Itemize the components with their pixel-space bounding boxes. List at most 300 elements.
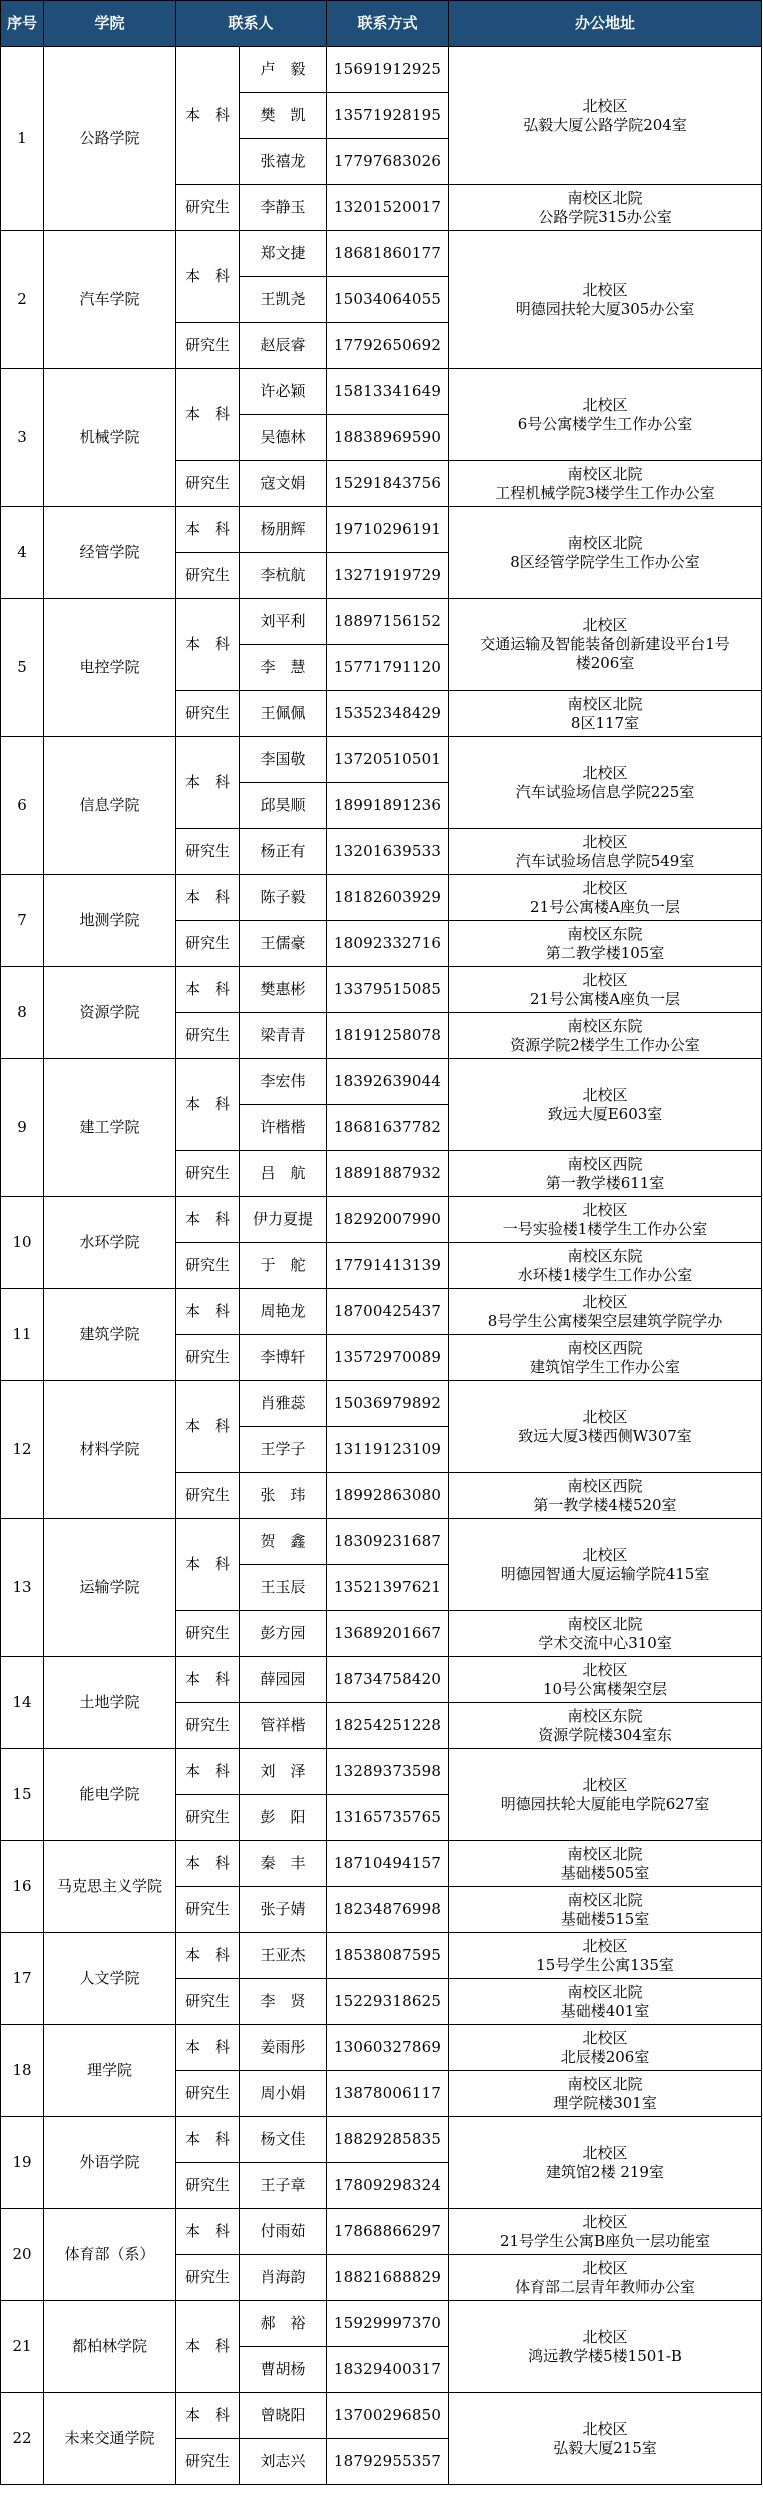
address-line: 南校区北院 <box>567 1614 643 1633</box>
row-number: 20 <box>1 2209 44 2301</box>
contact-phone: 18838969590 <box>327 415 449 461</box>
student-level: 研究生 <box>176 2163 240 2209</box>
office-address <box>449 507 762 599</box>
contact-phone: 15929997370 <box>327 2301 449 2347</box>
address-line: 21号公寓楼A座负一层 <box>530 897 680 916</box>
contact-name: 张 玮 <box>240 1473 327 1519</box>
contact-phone: 15291843756 <box>327 461 449 507</box>
office-address <box>449 2393 762 2485</box>
contact-phone: 13201639533 <box>327 829 449 875</box>
contact-name: 杨正有 <box>240 829 327 875</box>
contact-name: 杨朋辉 <box>240 507 327 553</box>
contact-phone: 18991891236 <box>327 783 449 829</box>
row-number: 4 <box>1 507 44 599</box>
college-name: 信息学院 <box>44 737 176 875</box>
student-level: 研究生 <box>176 553 240 599</box>
contact-name: 肖海韵 <box>240 2255 327 2301</box>
student-level: 本 科 <box>176 231 240 323</box>
contact-phone: 15034064055 <box>327 277 449 323</box>
header-no: 序号 <box>1 1 44 47</box>
office-address <box>449 2209 762 2255</box>
office-address <box>449 2117 762 2209</box>
college-name: 经管学院 <box>44 507 176 599</box>
contact-phone: 18897156152 <box>327 599 449 645</box>
address-line: 北校区 <box>582 878 628 897</box>
contact-phone: 18092332716 <box>327 921 449 967</box>
address-line: 体育部二层青年教师办公室 <box>515 2277 696 2296</box>
office-address <box>449 875 762 921</box>
contact-name: 曹胡杨 <box>240 2347 327 2393</box>
contact-name: 秦 丰 <box>240 1841 327 1887</box>
contact-phone: 13201520017 <box>327 185 449 231</box>
address-line: 北校区 <box>582 832 628 851</box>
address-line: 建筑馆学生工作办公室 <box>530 1357 681 1376</box>
row-number: 12 <box>1 1381 44 1519</box>
office-address <box>449 1519 762 1611</box>
table-row <box>1 1197 762 1243</box>
address-line: 15号学生公寓135室 <box>536 1955 674 1974</box>
college-name: 未来交通学院 <box>44 2393 176 2485</box>
address-line: 北校区 <box>582 1775 628 1794</box>
college-name: 建筑学院 <box>44 1289 176 1381</box>
contact-name: 王儒豪 <box>240 921 327 967</box>
office-address <box>449 1749 762 1841</box>
address-line: 南校区东院 <box>567 1246 643 1265</box>
student-level: 本 科 <box>176 1657 240 1703</box>
contact-phone: 18681860177 <box>327 231 449 277</box>
contact-phone: 18191258078 <box>327 1013 449 1059</box>
college-name: 能电学院 <box>44 1749 176 1841</box>
address-line: 基础楼401室 <box>560 2001 650 2020</box>
address-line: 南校区东院 <box>567 1016 643 1035</box>
address-line: 北校区 <box>582 1936 628 1955</box>
table-row <box>1 2301 762 2347</box>
address-line: 基础楼515室 <box>560 1909 650 1928</box>
row-number: 18 <box>1 2025 44 2117</box>
table-row <box>1 967 762 1013</box>
table-row <box>1 369 762 415</box>
address-line: 北校区 <box>582 1085 628 1104</box>
office-address <box>449 2301 762 2393</box>
student-level: 本 科 <box>176 2393 240 2439</box>
college-name: 都柏林学院 <box>44 2301 176 2393</box>
contact-name: 于 舵 <box>240 1243 327 1289</box>
contact-phone: 13571928195 <box>327 93 449 139</box>
student-level: 研究生 <box>176 1243 240 1289</box>
address-line: 8区117室 <box>570 713 640 732</box>
office-address <box>449 1979 762 2025</box>
contact-name: 张禧龙 <box>240 139 327 185</box>
address-line: 弘毅大厦公路学院204室 <box>523 115 687 134</box>
contact-phone: 15813341649 <box>327 369 449 415</box>
row-number: 8 <box>1 967 44 1059</box>
student-level: 本 科 <box>176 1381 240 1473</box>
office-address <box>449 737 762 829</box>
address-line: 北校区 <box>582 2143 628 2162</box>
contact-phone: 13521397621 <box>327 1565 449 1611</box>
address-line: 水环楼1楼学生工作办公室 <box>517 1265 693 1284</box>
address-line: 南校区北院 <box>567 533 643 552</box>
student-level: 研究生 <box>176 461 240 507</box>
address-line: 公路学院315办公室 <box>538 207 672 226</box>
office-address <box>449 1473 762 1519</box>
address-line: 北校区 <box>582 1292 628 1311</box>
table-row <box>1 2025 762 2071</box>
address-line: 南校区北院 <box>567 2074 643 2093</box>
address-line: 一号实验楼1楼学生工作办公室 <box>502 1219 708 1238</box>
contact-phone: 18734758420 <box>327 1657 449 1703</box>
contact-phone: 13379515085 <box>327 967 449 1013</box>
student-level: 研究生 <box>176 1473 240 1519</box>
address-line: 南校区东院 <box>567 1706 643 1725</box>
student-level: 本 科 <box>176 2301 240 2393</box>
row-number: 21 <box>1 2301 44 2393</box>
student-level: 本 科 <box>176 875 240 921</box>
address-line: 北辰楼206室 <box>560 2047 650 2066</box>
header-college: 学院 <box>44 1 176 47</box>
contact-name: 王玉辰 <box>240 1565 327 1611</box>
office-address <box>449 2025 762 2071</box>
contact-phone: 18700425437 <box>327 1289 449 1335</box>
row-number: 22 <box>1 2393 44 2485</box>
contact-name: 贺 鑫 <box>240 1519 327 1565</box>
row-number: 2 <box>1 231 44 369</box>
college-name: 马克思主义学院 <box>44 1841 176 1933</box>
student-level: 本 科 <box>176 967 240 1013</box>
table-row <box>1 507 762 553</box>
contact-phone: 15771791120 <box>327 645 449 691</box>
student-level: 研究生 <box>176 185 240 231</box>
contact-name: 王亚杰 <box>240 1933 327 1979</box>
contact-phone: 18710494157 <box>327 1841 449 1887</box>
contact-name: 王佩佩 <box>240 691 327 737</box>
address-line: 北校区 <box>582 395 628 414</box>
header-address: 办公地址 <box>449 1 762 47</box>
contact-name: 刘志兴 <box>240 2439 327 2485</box>
table-row <box>1 1381 762 1427</box>
contact-phone: 18792955357 <box>327 2439 449 2485</box>
student-level: 本 科 <box>176 507 240 553</box>
table-row <box>1 875 762 921</box>
address-line: 第一教学楼611室 <box>545 1173 665 1192</box>
address-line: 工程机械学院3楼学生工作办公室 <box>495 483 715 502</box>
student-level: 研究生 <box>176 1611 240 1657</box>
office-address <box>449 1841 762 1887</box>
contact-phone: 13165735765 <box>327 1795 449 1841</box>
address-line: 汽车试验场信息学院225室 <box>515 782 695 801</box>
college-name: 地测学院 <box>44 875 176 967</box>
contact-name: 姜雨彤 <box>240 2025 327 2071</box>
contact-phone: 18182603929 <box>327 875 449 921</box>
student-level: 本 科 <box>176 1933 240 1979</box>
contact-name: 吴德林 <box>240 415 327 461</box>
address-line: 弘毅大厦215室 <box>553 2438 657 2457</box>
student-level: 研究生 <box>176 1013 240 1059</box>
student-level: 本 科 <box>176 2209 240 2255</box>
contact-phone: 18829285835 <box>327 2117 449 2163</box>
contact-name: 杨文佳 <box>240 2117 327 2163</box>
student-level: 本 科 <box>176 1749 240 1795</box>
contact-phone: 17791413139 <box>327 1243 449 1289</box>
address-line: 北校区 <box>582 280 628 299</box>
contact-phone: 17797683026 <box>327 139 449 185</box>
student-level: 研究生 <box>176 829 240 875</box>
contact-name: 彭方园 <box>240 1611 327 1657</box>
table-row <box>1 47 762 93</box>
contact-phone: 18309231687 <box>327 1519 449 1565</box>
contact-name: 王学子 <box>240 1427 327 1473</box>
student-level: 研究生 <box>176 1335 240 1381</box>
contact-name: 李宏伟 <box>240 1059 327 1105</box>
address-line: 北校区 <box>582 2028 628 2047</box>
address-line: 21号学生公寓B座负一层功能室 <box>499 2231 711 2250</box>
table-row <box>1 1933 762 1979</box>
address-line: 北校区 <box>582 763 628 782</box>
contact-phone: 18821688829 <box>327 2255 449 2301</box>
table-row <box>1 1749 762 1795</box>
address-line: 北校区 <box>582 616 628 634</box>
contact-name: 肖雅蕊 <box>240 1381 327 1427</box>
college-name: 机械学院 <box>44 369 176 507</box>
student-level: 研究生 <box>176 2255 240 2301</box>
contact-name: 吕 航 <box>240 1151 327 1197</box>
address-line: 南校区北院 <box>567 1890 643 1909</box>
address-line: 南校区北院 <box>567 1844 643 1863</box>
student-level: 研究生 <box>176 1979 240 2025</box>
office-address <box>449 231 762 369</box>
row-number: 11 <box>1 1289 44 1381</box>
address-line: 北校区 <box>582 1200 628 1219</box>
student-level: 研究生 <box>176 691 240 737</box>
address-line: 南校区东院 <box>567 924 643 943</box>
row-number: 14 <box>1 1657 44 1749</box>
address-line: 基础楼505室 <box>560 1863 650 1882</box>
contact-name: 樊惠彬 <box>240 967 327 1013</box>
office-address <box>449 921 762 967</box>
contact-name: 曾晓阳 <box>240 2393 327 2439</box>
student-level: 本 科 <box>176 1059 240 1151</box>
address-line: 6号公寓楼学生工作办公室 <box>517 414 693 433</box>
contact-name: 周艳龙 <box>240 1289 327 1335</box>
row-number: 3 <box>1 369 44 507</box>
contact-name: 许楷楷 <box>240 1105 327 1151</box>
office-address <box>449 1151 762 1197</box>
address-line: 资源学院2楼学生工作办公室 <box>510 1035 700 1054</box>
table-header-row <box>1 1 762 47</box>
address-line: 第一教学楼4楼520室 <box>533 1495 677 1514</box>
table-row <box>1 1841 762 1887</box>
contact-name: 伊力夏提 <box>240 1197 327 1243</box>
address-line: 北校区 <box>582 970 628 989</box>
row-number: 19 <box>1 2117 44 2209</box>
office-address <box>449 1381 762 1473</box>
row-number: 5 <box>1 599 44 737</box>
address-line: 致远大厦3楼西侧W307室 <box>518 1426 692 1445</box>
contact-name: 王凯尧 <box>240 277 327 323</box>
college-name: 水环学院 <box>44 1197 176 1289</box>
student-level: 研究生 <box>176 1795 240 1841</box>
address-line: 南校区北院 <box>567 694 643 713</box>
table-row <box>1 2209 762 2255</box>
student-level: 研究生 <box>176 1151 240 1197</box>
office-address <box>449 1335 762 1381</box>
row-number: 6 <box>1 737 44 875</box>
office-address <box>449 1611 762 1657</box>
table-row <box>1 231 762 277</box>
table-row <box>1 1519 762 1565</box>
office-address <box>449 967 762 1013</box>
contact-name: 周小娟 <box>240 2071 327 2117</box>
table-row <box>1 737 762 783</box>
contact-phone: 13878006117 <box>327 2071 449 2117</box>
address-line: 北校区 <box>582 96 628 115</box>
address-line: 明德园智通大厦运输学院415室 <box>500 1564 710 1583</box>
contact-name: 邱昊顺 <box>240 783 327 829</box>
row-number: 10 <box>1 1197 44 1289</box>
address-line: 北校区 <box>582 2327 628 2346</box>
header-contact: 联系人 <box>176 1 327 47</box>
contact-phone: 18681637782 <box>327 1105 449 1151</box>
contact-name: 卢 毅 <box>240 47 327 93</box>
contact-name: 刘平利 <box>240 599 327 645</box>
office-address <box>449 691 762 737</box>
office-address <box>449 1197 762 1243</box>
row-number: 9 <box>1 1059 44 1197</box>
contact-name: 郑文捷 <box>240 231 327 277</box>
contact-phone: 15036979892 <box>327 1381 449 1427</box>
student-level: 研究生 <box>176 2439 240 2485</box>
contact-phone: 13271919729 <box>327 553 449 599</box>
contact-name: 许必颖 <box>240 369 327 415</box>
office-address <box>449 829 762 875</box>
contact-phone: 13119123109 <box>327 1427 449 1473</box>
contact-phone: 18392639044 <box>327 1059 449 1105</box>
contact-name: 李静玉 <box>240 185 327 231</box>
address-line: 南校区西院 <box>567 1338 643 1357</box>
student-level: 研究生 <box>176 323 240 369</box>
address-line: 北校区 <box>582 2212 628 2231</box>
contact-name: 彭 阳 <box>240 1795 327 1841</box>
student-level: 研究生 <box>176 1887 240 1933</box>
address-line: 明德园扶轮大厦305办公室 <box>515 299 695 318</box>
table-row <box>1 1657 762 1703</box>
office-address <box>449 1933 762 1979</box>
contact-name: 郝 裕 <box>240 2301 327 2347</box>
contact-name: 张子婧 <box>240 1887 327 1933</box>
student-level: 本 科 <box>176 599 240 691</box>
address-line: 南校区北院 <box>567 464 643 483</box>
student-level: 研究生 <box>176 1703 240 1749</box>
contact-name: 樊 凯 <box>240 93 327 139</box>
college-name: 体育部（系） <box>44 2209 176 2301</box>
college-name: 土地学院 <box>44 1657 176 1749</box>
address-line: 北校区 <box>582 1407 628 1426</box>
contact-name: 梁青青 <box>240 1013 327 1059</box>
college-name: 人文学院 <box>44 1933 176 2025</box>
contact-phone: 18538087595 <box>327 1933 449 1979</box>
contact-name: 赵辰睿 <box>240 323 327 369</box>
contact-phone: 18329400317 <box>327 2347 449 2393</box>
contact-phone: 13700296850 <box>327 2393 449 2439</box>
contact-phone: 15229318625 <box>327 1979 449 2025</box>
address-line: 10号公寓楼架空层 <box>542 1679 668 1698</box>
address-line: 交通运输及智能装备创新建设平台1号 <box>480 635 730 653</box>
college-name: 材料学院 <box>44 1381 176 1519</box>
college-name: 电控学院 <box>44 599 176 737</box>
row-number: 1 <box>1 47 44 231</box>
office-address <box>449 1289 762 1335</box>
table-row <box>1 1289 762 1335</box>
row-number: 16 <box>1 1841 44 1933</box>
address-line: 北校区 <box>582 1660 628 1679</box>
contact-name: 李 贤 <box>240 1979 327 2025</box>
address-line: 北校区 <box>582 1545 628 1564</box>
contact-phone: 17792650692 <box>327 323 449 369</box>
contact-name: 付雨茹 <box>240 2209 327 2255</box>
student-level: 研究生 <box>176 2071 240 2117</box>
contact-name: 王子章 <box>240 2163 327 2209</box>
address-line: 楼206室 <box>575 654 635 672</box>
contact-name: 李国敬 <box>240 737 327 783</box>
office-address <box>449 599 762 691</box>
student-level: 本 科 <box>176 369 240 461</box>
header-phone: 联系方式 <box>327 1 449 47</box>
student-level: 本 科 <box>176 1519 240 1611</box>
college-name: 资源学院 <box>44 967 176 1059</box>
address-line: 21号公寓楼A座负一层 <box>530 989 680 1008</box>
college-name: 理学院 <box>44 2025 176 2117</box>
contact-phone: 13289373598 <box>327 1749 449 1795</box>
student-level: 本 科 <box>176 2117 240 2163</box>
contact-phone: 13689201667 <box>327 1611 449 1657</box>
address-line: 南校区西院 <box>567 1476 643 1495</box>
student-level: 本 科 <box>176 737 240 829</box>
address-line: 南校区西院 <box>567 1154 643 1173</box>
office-address <box>449 1243 762 1289</box>
row-number: 17 <box>1 1933 44 2025</box>
office-address <box>449 185 762 231</box>
contact-name: 刘 泽 <box>240 1749 327 1795</box>
address-line: 8号学生公寓楼架空层建筑学院学办 <box>487 1311 723 1330</box>
college-name: 公路学院 <box>44 47 176 231</box>
student-level: 本 科 <box>176 1289 240 1335</box>
office-address <box>449 47 762 185</box>
address-line: 建筑馆2楼 219室 <box>546 2162 664 2181</box>
address-line: 第二教学楼105室 <box>545 943 665 962</box>
contact-phone: 15352348429 <box>327 691 449 737</box>
address-line: 资源学院楼304室东 <box>538 1725 672 1744</box>
address-line: 鸿远教学楼5楼1501-B <box>528 2346 682 2365</box>
table-row <box>1 2393 762 2439</box>
address-line: 明德园扶轮大厦能电学院627室 <box>500 1794 710 1813</box>
contact-phone: 19710296191 <box>327 507 449 553</box>
contact-phone: 17868866297 <box>327 2209 449 2255</box>
address-line: 北校区 <box>582 2258 628 2277</box>
address-line: 8区经管学院学生工作办公室 <box>510 552 700 571</box>
contact-phone: 13060327869 <box>327 2025 449 2071</box>
address-line: 学术交流中心310室 <box>538 1633 672 1652</box>
student-level: 本 科 <box>176 47 240 185</box>
row-number: 15 <box>1 1749 44 1841</box>
table-row <box>1 2117 762 2163</box>
contact-phone: 13720510501 <box>327 737 449 783</box>
address-line: 致远大厦E603室 <box>547 1104 663 1123</box>
office-address <box>449 1013 762 1059</box>
address-line: 北校区 <box>582 2419 628 2438</box>
office-address <box>449 2071 762 2117</box>
contact-name: 薛园园 <box>240 1657 327 1703</box>
address-line: 汽车试验场信息学院549室 <box>515 851 695 870</box>
